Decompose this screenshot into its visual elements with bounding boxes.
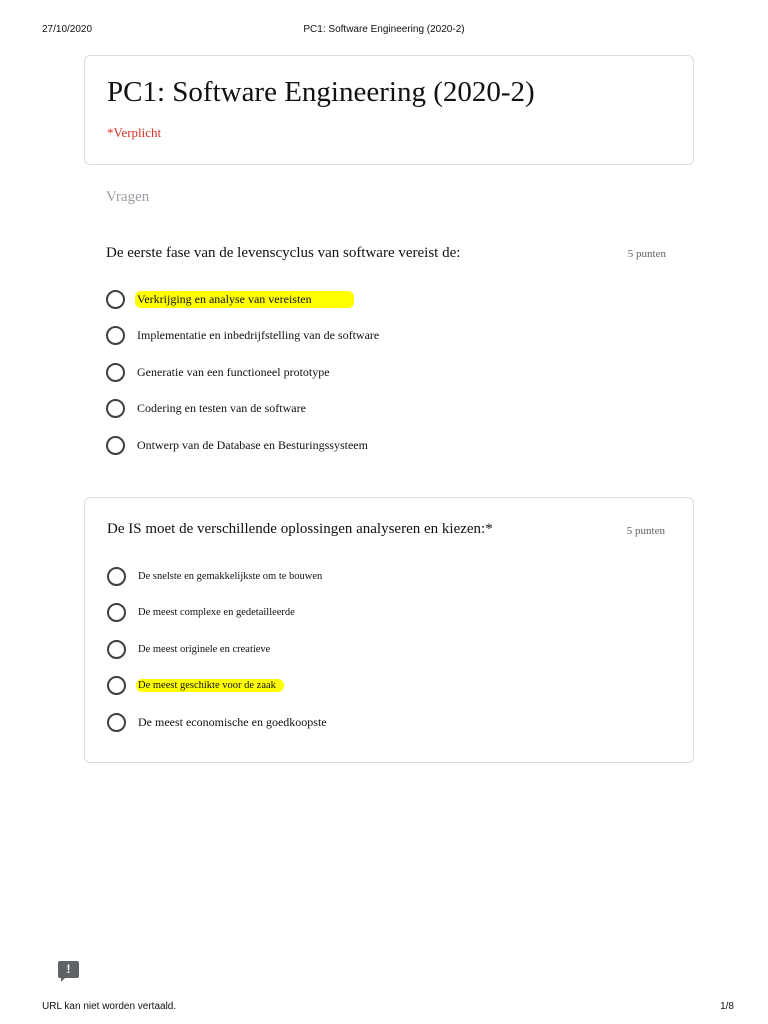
option-label: De meest geschikte voor de zaak [136, 679, 284, 692]
print-date: 27/10/2020 [42, 24, 93, 35]
radio-button[interactable] [107, 603, 126, 622]
required-note: *Verplicht [107, 125, 162, 140]
question-card-1 [84, 230, 694, 470]
radio-button[interactable] [107, 567, 126, 586]
form-title-card [84, 55, 694, 165]
report-issue-glyph: ! [66, 962, 71, 976]
radio-button[interactable] [106, 436, 125, 455]
form-title: PC1: Software Engineering (2020-2) [107, 76, 535, 108]
radio-option[interactable] [106, 435, 368, 455]
radio-option[interactable] [106, 325, 379, 345]
radio-button[interactable] [107, 713, 126, 732]
radio-button[interactable] [106, 290, 125, 309]
option-label: Implementatie en inbedrijfstelling van de software [137, 327, 380, 342]
radio-option[interactable] [107, 675, 284, 695]
option-label: De meest originele en creatieve [138, 643, 271, 655]
section-label: Vragen [106, 189, 150, 205]
question-card-2 [84, 497, 694, 763]
option-label: De snelste en gemakkelijkste om te bouwen [138, 570, 323, 582]
print-page-number: 1/8 [720, 1001, 734, 1012]
radio-option[interactable] [106, 398, 306, 418]
radio-option[interactable] [107, 712, 327, 732]
option-label: De meest complexe en gedetailleerde [138, 606, 295, 618]
question-text: De IS moet de verschillende oplossingen analyseren en kiezen:* [107, 521, 493, 537]
report-issue-icon[interactable] [58, 961, 79, 978]
question-text: De eerste fase van de levenscyclus van software vereist de: [106, 245, 461, 261]
radio-option[interactable] [107, 566, 322, 586]
radio-button[interactable] [106, 363, 125, 382]
option-label: Ontwerp van de Database en Besturingssysteem [137, 437, 368, 452]
question-points: 5 punten [627, 248, 666, 260]
option-label: Verkrijging en analyse van vereisten [135, 291, 354, 308]
radio-button[interactable] [107, 640, 126, 659]
radio-option[interactable] [107, 602, 295, 622]
radio-button[interactable] [107, 676, 126, 695]
radio-button[interactable] [106, 399, 125, 418]
option-label: De meest economische en goedkoopste [138, 714, 327, 729]
option-label: Codering en testen van de software [137, 400, 306, 415]
option-label: Generatie van een functioneel prototype [137, 364, 330, 379]
print-footer-note: URL kan niet worden vertaald. [42, 1001, 177, 1012]
question-points: 5 punten [626, 525, 665, 537]
radio-option[interactable] [106, 362, 330, 382]
radio-button[interactable] [106, 326, 125, 345]
print-document-title: PC1: Software Engineering (2020-2) [303, 24, 465, 35]
radio-option[interactable] [107, 639, 270, 659]
radio-option[interactable] [106, 289, 354, 309]
